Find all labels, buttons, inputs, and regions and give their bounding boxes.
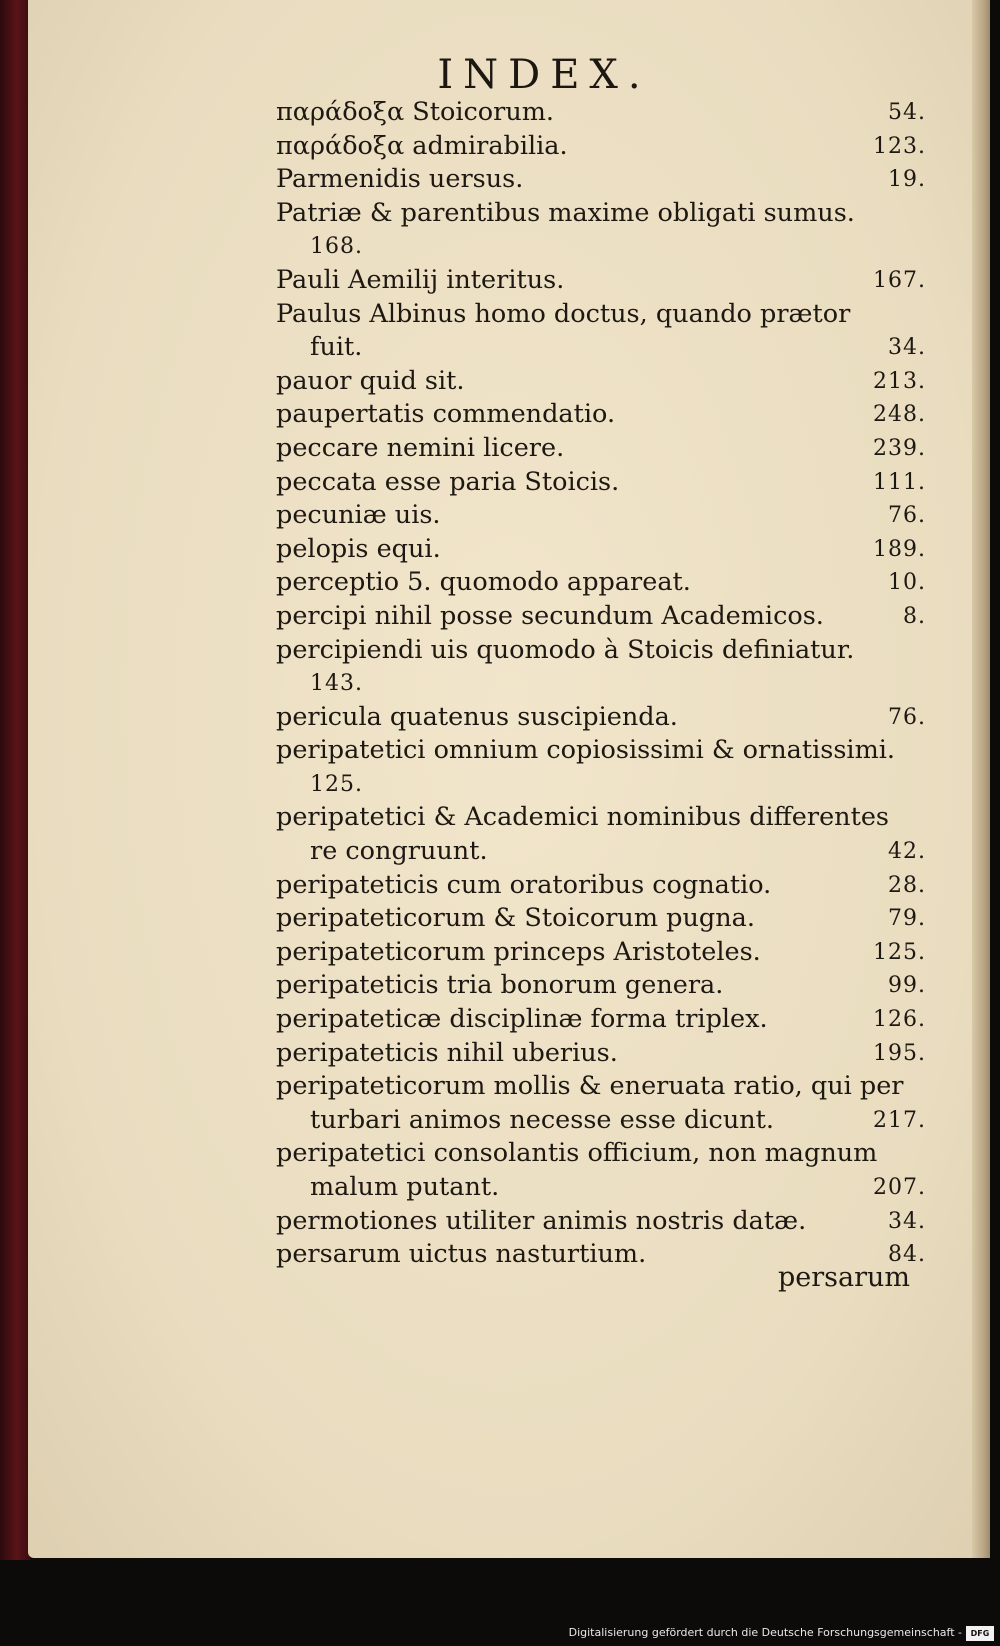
entry-text-continued: turbari animos necesse esse dicunt. [310, 1104, 775, 1135]
entry-text: peripateticorum & Stoicorum pugna. [276, 903, 755, 934]
footer-bar [0, 1560, 1000, 1646]
index-entry [276, 264, 926, 298]
index-entry [276, 130, 926, 164]
index-entry [276, 734, 926, 801]
index-entry [276, 499, 926, 533]
entry-page-number: 239. [873, 435, 926, 461]
entry-page-number: 143. [310, 671, 363, 697]
entry-page-number: 189. [873, 536, 926, 562]
index-entry [276, 298, 926, 365]
index-entry [276, 398, 926, 432]
index-list [276, 96, 926, 1272]
dfg-logo: DFG [966, 1626, 994, 1641]
entry-page-number: 111. [873, 469, 926, 495]
entry-page-number: 125. [310, 771, 363, 797]
entry-text-continued: re congruunt. [310, 836, 488, 867]
entry-text: παράδοξα Stoicorum. [276, 97, 555, 127]
index-entry [276, 902, 926, 936]
index-entry [276, 96, 926, 130]
entry-text: peripateticis nihil uberius. [276, 1037, 618, 1068]
index-entry [276, 566, 926, 600]
index-entry [276, 466, 926, 500]
entry-text: percipiendi uis quomodo à Stoicis definiatur. [276, 634, 855, 665]
entry-page-number: 125. [873, 939, 926, 965]
entry-page-number: 123. [873, 133, 926, 159]
entry-text: παράδοξα admirabilia. [276, 130, 568, 161]
entry-text: peripatetici omnium copiosissimi & ornatissimi. [276, 735, 896, 766]
index-entry [276, 1003, 926, 1037]
entry-text: permotiones utiliter animis nostris datæ. [276, 1205, 807, 1236]
entry-page-number: 76. [888, 503, 926, 529]
entry-text: Pauli Aemilij interitus. [276, 264, 565, 295]
entry-text: Parmenidis uersus. [276, 164, 524, 195]
entry-page-number: 28. [888, 872, 926, 898]
entry-page-number: 126. [873, 1007, 926, 1033]
entry-text-continued: malum putant. [310, 1172, 500, 1202]
index-entry [276, 432, 926, 466]
page-edge [972, 0, 990, 1558]
page-title: INDEX. [437, 52, 651, 98]
catchword: persarum [778, 1262, 911, 1293]
entry-page-number: 248. [873, 402, 926, 428]
entry-text: peripateticorum mollis & eneruata ratio, qui per [276, 1071, 904, 1102]
entry-page-number: 10. [888, 570, 926, 596]
entry-text: peripateticis cum oratoribus cognatio. [276, 869, 772, 900]
index-entry [276, 1037, 926, 1071]
index-entry [276, 1070, 926, 1137]
index-entry [276, 365, 926, 399]
index-entry [276, 936, 926, 970]
entry-page-number: 84. [888, 1242, 926, 1268]
entry-text: peripatetici & Academici nominibus differentes [276, 802, 890, 833]
index-entry [276, 1137, 926, 1204]
entry-text: Paulus Albinus homo doctus, quando prætor [276, 298, 851, 329]
entry-text: peripateticorum princeps Aristoteles. [276, 936, 761, 967]
index-entry [276, 1205, 926, 1239]
entry-page-number: 19. [888, 167, 926, 193]
book-page [28, 0, 990, 1558]
index-entry [276, 600, 926, 634]
index-entry [276, 801, 926, 868]
entry-page-number: 54. [888, 100, 926, 125]
entry-text: pauor quid sit. [276, 365, 465, 396]
entry-page-number: 8. [903, 603, 926, 629]
entry-text: paupertatis commendatio. [276, 399, 616, 430]
entry-text: pericula quatenus suscipienda. [276, 701, 678, 732]
entry-page-number: 168. [310, 234, 363, 260]
entry-text: peccare nemini licere. [276, 432, 565, 463]
index-entry [276, 197, 926, 264]
entry-page-number: 213. [873, 368, 926, 394]
entry-text: peripatetici consolantis officium, non magnum [276, 1138, 878, 1169]
index-entry [276, 634, 926, 701]
entry-page-number: 34. [888, 335, 926, 361]
funding-credit: Digitalisierung gefördert durch die Deutsche Forschungsgemeinschaft - [568, 1626, 962, 1639]
entry-text: peripateticæ disciplinæ forma triplex. [276, 1004, 768, 1035]
entry-text: peripateticis tria bonorum genera. [276, 970, 724, 1001]
entry-text: persarum uictus nasturtium. [276, 1239, 647, 1270]
entry-text: Patriæ & parentibus maxime obligati sumus. [276, 197, 855, 228]
entry-text: percipi nihil posse secundum Academicos. [276, 600, 824, 631]
index-entry [276, 969, 926, 1003]
entry-text: pecuniæ uis. [276, 500, 441, 531]
entry-text: pelopis equi. [276, 533, 441, 564]
index-entry [276, 163, 926, 197]
entry-text-continued: fuit. [310, 332, 363, 363]
index-entry [276, 701, 926, 735]
entry-page-number: 195. [873, 1040, 926, 1066]
book-binding-edge [0, 0, 30, 1560]
entry-text: perceptio 5. quomodo appareat. [276, 567, 691, 598]
index-entry [276, 869, 926, 903]
entry-page-number: 34. [888, 1208, 926, 1234]
index-entry [276, 533, 926, 567]
entry-page-number: 217. [873, 1107, 926, 1133]
entry-page-number: 167. [873, 267, 926, 293]
entry-page-number: 207. [873, 1175, 926, 1200]
entry-page-number: 76. [888, 704, 926, 730]
entry-page-number: 79. [888, 906, 926, 932]
entry-text: peccata esse paria Stoicis. [276, 466, 620, 497]
entry-page-number: 42. [888, 839, 926, 865]
entry-page-number: 99. [888, 973, 926, 999]
